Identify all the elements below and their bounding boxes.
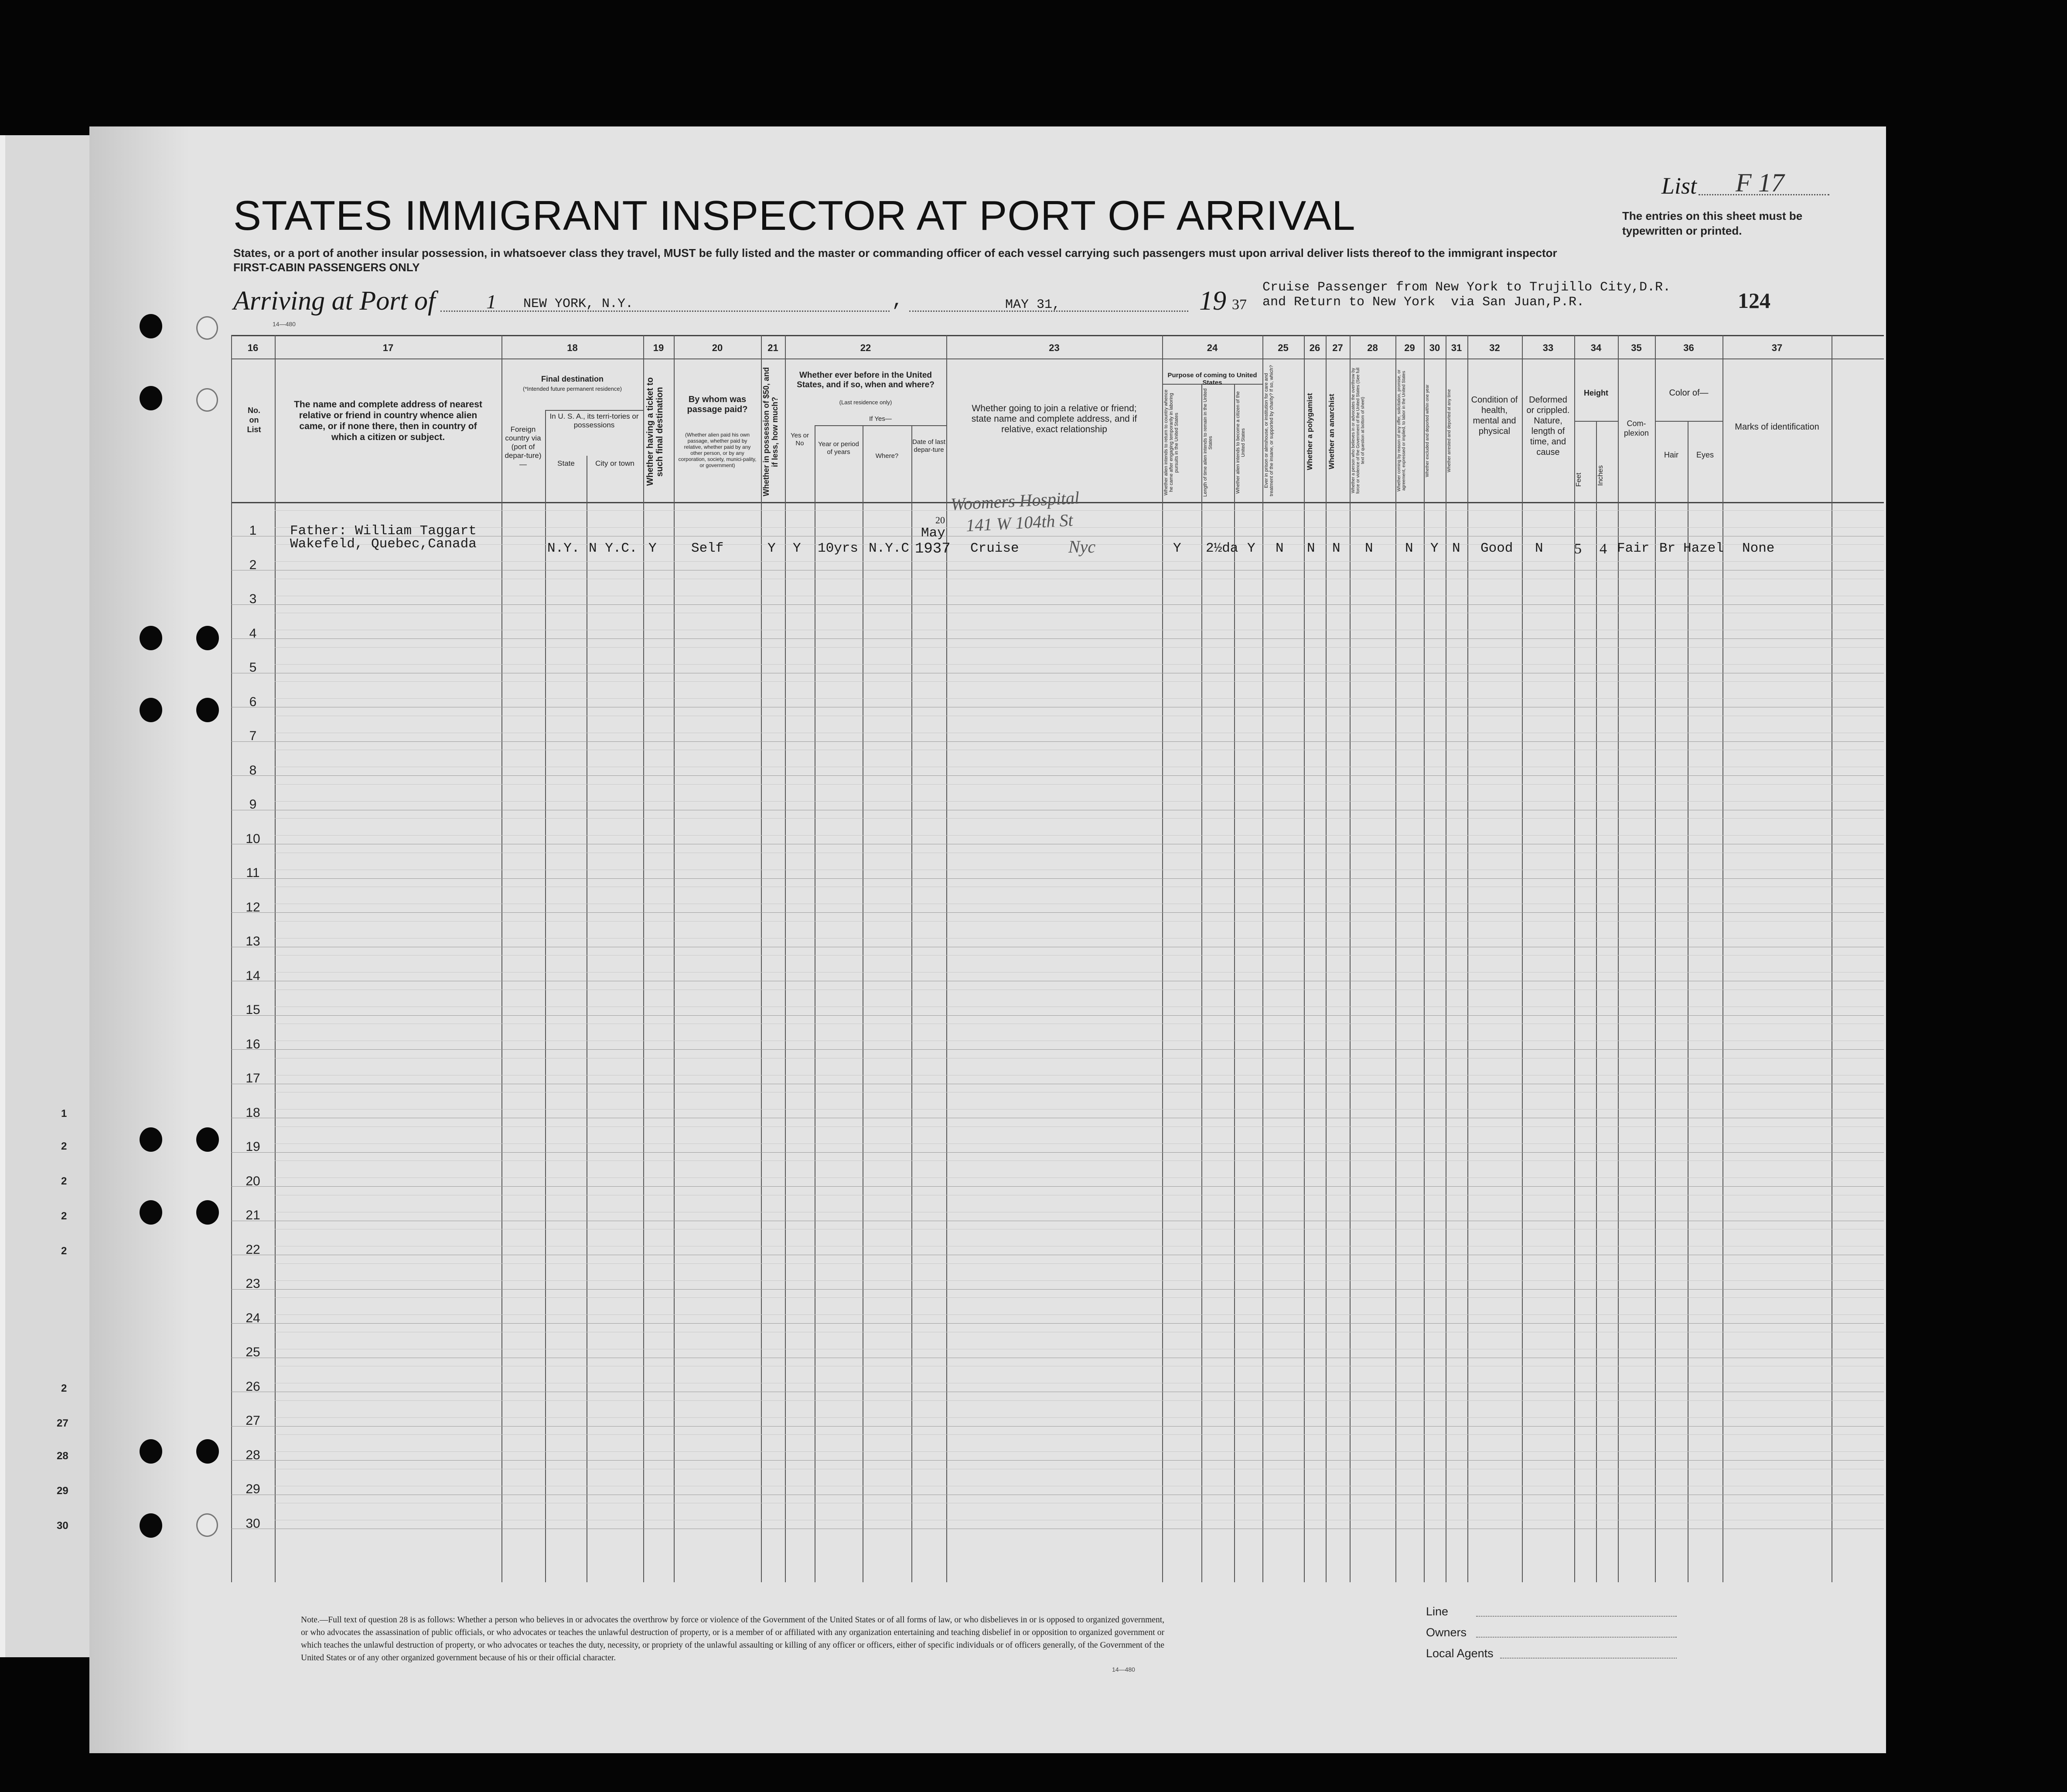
col22-yesno: Yes or No [791,432,809,447]
owners-label: Owners [1426,1626,1467,1639]
page-binding-shade [89,126,190,1753]
column-number-rule [231,358,1884,359]
ruled-line [275,784,1884,785]
column-divider [1350,335,1351,1582]
row-number: 2 [249,557,257,572]
col34-feet: Feet [1575,473,1583,487]
port-mark: 1 [486,290,496,313]
col31-header: Whether arrested and deported at any time [1447,389,1452,472]
ruled-line [275,681,1884,682]
col30-header: Whether excluded and deported within one year [1425,384,1430,477]
ruled-line [275,1263,1884,1264]
purpose-value: Y [1173,541,1181,556]
column-divider [1262,335,1263,1582]
row-number: 9 [249,797,257,812]
overthrow-value: N [1365,541,1373,556]
row-number: 30 [246,1516,260,1531]
binder-hole [140,1513,162,1538]
column-number: 35 [1631,342,1642,353]
row-number: 3 [249,592,257,606]
column-divider [275,335,276,1582]
col24-header: Purpose of coming to United States [1167,372,1257,386]
binder-hole [140,626,162,650]
row-number: 23 [246,1277,260,1291]
col34-inches: Inches [1597,465,1604,486]
handwritten-address-1: Woomers Hospital [950,488,1080,514]
footer-form-code: 14—480 [1112,1666,1135,1673]
ruled-line [275,1417,1884,1418]
question-28-note: Note.—Full text of question 28 is as follows: Whether a person who believes in or advocates the overthrow by force or violence of the Government of the United States or of all forms of law, or who disbelieves in or is opposed to organized government, or who advocates the assassination of public officials, or who advocates or teaches the unlawful destruction of property, or is a member of or affiliated with any organization entertaining and teaching disbelief in or opposition to organized government or which teaches the unlawful destruction of property, or who advocates or teaches the duty, necessity, or propriety of the unlawful assaulting or killing of any officer or officers, either of specific individuals or of officers generally, of the Government of the United States or of any other organized government because of his or their official character. [301,1615,1164,1662]
column-number: 25 [1278,342,1289,353]
header-subrule [1655,421,1722,422]
list-line [1699,194,1829,195]
column-divider [643,335,644,1582]
col25-header: Ever in prison or almshouse, or institution for care and treatment of the insane, or supported by charity? If so, which? [1264,365,1274,496]
excluded-value: Y [1430,541,1439,556]
ruled-line [275,1434,1884,1435]
row-number: 19 [246,1140,260,1154]
header-subrule [815,425,946,426]
arrested-value: N [1452,541,1460,556]
first-cabin-label: FIRST-CABIN PASSENGERS ONLY [233,261,420,274]
column-divider [1424,335,1425,1582]
col19-header: Whether having a ticket to such final destination [645,377,665,486]
column-number: 30 [1429,342,1440,353]
underpage-fragment: 2 [61,1210,67,1222]
binder-hole [196,1513,218,1537]
underpage-fragment: 2 [61,1382,67,1394]
col34-header: Height [1584,389,1608,397]
ticket-value: Y [648,541,657,556]
row-number: 14 [246,968,260,983]
page-edge [0,135,5,1657]
health-value: Good [1480,541,1513,556]
row-rule [231,741,1884,742]
row-number: 5 [249,660,257,675]
ruled-line [275,1280,1884,1281]
ruled-line [275,561,1884,562]
header-subrule [545,410,643,411]
column-number: 28 [1367,342,1378,353]
cruise-note-1: Cruise Passenger from New York to Trujillo City,D.R. [1262,280,1671,295]
col28-header: Whether a person who believes in or advocates the overthrow by force or violence of the Government of the United States (See full text of question at bottom of sheet) [1351,367,1365,494]
row-rule [231,1289,1884,1290]
column-number: 26 [1309,342,1320,353]
binder-hole [140,1439,162,1464]
joining-value: Cruise [970,541,1019,556]
row-number: 21 [246,1208,260,1222]
binder-hole [140,314,162,338]
col33-header: Deformed or crippled. Nature, length of time, and cause [1526,395,1570,457]
agents-field [1500,1658,1677,1659]
col36-hair: Hair [1664,451,1678,459]
col22-date: Date of last depar-ture [912,438,945,454]
binder-hole [140,1127,162,1152]
column-divider [1467,335,1468,1582]
row-rule [231,604,1884,605]
comma: , [892,290,904,312]
cruise-note-2: and Return to New York via San Juan,P.R. [1262,295,1585,310]
column-divider [1326,335,1327,1582]
column-divider [545,410,546,1582]
row-number: 1 [249,523,257,538]
column-number: 17 [382,342,394,353]
col36-eyes: Eyes [1696,451,1714,459]
ruled-line [275,647,1884,648]
row-rule [231,1323,1884,1324]
binder-hole [196,1200,219,1225]
row-number: 18 [246,1105,260,1120]
column-divider [501,335,502,1582]
column-divider [1618,335,1619,1582]
year-suffix: 37 [1232,297,1247,313]
column-number: 32 [1489,342,1500,353]
col18-foreign: Foreign country via (port of depar-ture)— [505,425,542,468]
col37-header: Marks of identification [1735,422,1819,432]
year-prefix: 19 [1199,286,1226,316]
money-value: Y [767,541,776,556]
port-line [440,311,890,312]
row-number: 22 [246,1242,260,1257]
column-number: 29 [1404,342,1415,353]
column-divider [761,335,762,1582]
col29-header: Whether coming by reason of any offer, solicitation, promise, or agreement, expressed or implied, to labor in the United States [1397,369,1406,492]
row-rule [231,1186,1884,1187]
deformed-value: N [1535,541,1543,556]
underpage-fragment: 30 [57,1520,68,1532]
column-number: 27 [1332,342,1343,353]
column-divider [1395,335,1396,1582]
ruled-line [275,818,1884,819]
page-title: STATES IMMIGRANT INSPECTOR AT PORT OF ARRIVAL [233,192,1356,239]
handwritten-address-2: 141 W 104th St [965,510,1074,536]
column-number: 19 [653,342,664,353]
col22-ifyes: If Yes— [869,415,892,423]
line-field [1476,1616,1677,1617]
col22-where: Where? [875,452,899,460]
height-inches: 4 [1600,541,1607,557]
row-number: 11 [246,866,260,880]
list-label: List [1661,173,1697,199]
column-number: 16 [247,342,259,353]
column-divider [1201,384,1202,1582]
binder-hole [196,316,218,340]
destination-city: N Y.C. [589,541,638,556]
polygamist-value: N [1307,541,1315,556]
underpage-fragment: 28 [57,1450,68,1462]
table-left-rule [231,335,232,1582]
complexion-value: Fair [1617,541,1650,556]
binder-hole [196,1439,219,1464]
length-of-stay: 2½da [1206,541,1238,556]
binder-hole [140,1200,162,1225]
identification-marks: None [1742,541,1775,556]
row-number: 20 [246,1174,260,1188]
owners-field [1476,1637,1677,1638]
col26-header: Whether a polygamist [1306,393,1314,471]
col22-year: Year or period of years [818,440,859,456]
row-rule [231,912,1884,913]
list-number: F 17 [1736,168,1784,197]
ruled-line [275,921,1884,922]
row-number: 16 [246,1037,260,1051]
header-subrule [1574,421,1618,422]
col20-header: By whom was passage paid? [687,395,748,414]
labor-offer-value: N [1405,541,1413,556]
row-number: 15 [246,1003,260,1017]
column-number: 36 [1683,342,1694,353]
ruled-line [275,938,1884,939]
years-in-us: 10yrs [818,541,859,556]
relative-name: Father: William Taggart [290,523,477,539]
ruled-line [275,510,1884,511]
arriving-label: Arriving at Port of [233,286,436,316]
row-rule [231,1460,1884,1461]
subtitle: States, or a port of another insular possession, in whatsoever class they travel, MUST be fully listed and the master or commanding officer of each vessel carrying such passengers must upon arrival deliver lists thereof to the immigrant inspector [233,246,1557,259]
sheet-number: 124 [1738,288,1770,313]
destination-state: N.Y. [547,541,580,556]
col21-header: Whether in possession of $50, and if less, how much? [762,367,779,497]
col17-header: The name and complete address of nearest relative or friend in country whence alien came, or if none there, then in country of which a citizen or subject. [294,399,482,442]
before-in-us: Y [793,541,801,556]
ruled-line [275,972,1884,973]
ruled-line [275,527,1884,528]
col18-city: City or town [595,459,634,468]
col16-header: No. on List [247,406,261,434]
column-number: 18 [567,342,578,353]
ruled-line [275,1451,1884,1452]
height-feet: 5 [1574,541,1582,557]
row-number: 4 [249,626,257,641]
col32-header: Condition of health, mental and physical [1471,395,1518,436]
line-label: Line [1426,1605,1449,1618]
col18-state: State [557,459,575,468]
col24-citizen: Whether alien intends to become a citizen of the United States [1235,391,1246,494]
binder-hole [140,386,162,410]
column-number: 23 [1049,342,1060,353]
column-number: 24 [1207,342,1218,353]
binder-hole [196,626,219,650]
col20-subheader: (Whether alien paid his own passage, whether paid by relative, whether paid by any other person, or by any corporation, society, munici-pality, or government) [678,432,757,468]
entries-note: The entries on this sheet must be typewritten or printed. [1622,209,1803,237]
column-number: 37 [1771,342,1783,353]
column-divider [911,425,912,1582]
departure-year: 1937 [915,541,951,557]
row-number: 27 [246,1413,260,1428]
departure-month: May [921,526,945,541]
column-divider [1162,335,1163,1582]
row-number: 28 [246,1447,260,1462]
where-in-us: N.Y.C [869,541,910,556]
underpage-fragment: 2 [61,1245,67,1257]
column-number: 21 [767,342,778,353]
underpage-fragment: 27 [57,1417,68,1429]
port-of-arrival: NEW YORK, N.Y. [523,297,634,311]
column-divider [1722,335,1723,1582]
ruled-line [275,1126,1884,1127]
ruled-line [275,1143,1884,1144]
row-rule [231,775,1884,776]
column-divider [946,335,947,1582]
ruled-line [275,801,1884,802]
col36-header: Color of— [1669,388,1709,398]
hair-color: Br [1659,541,1676,556]
column-number: 22 [860,342,871,353]
col18-header: Final destination [541,375,604,383]
passage-paid-by: Self [691,541,724,556]
row-number: 7 [249,729,257,743]
relative-address: Wakefeld, Quebec,Canada [290,536,477,552]
row-number: 8 [249,763,257,778]
local-agents-label: Local Agents [1426,1647,1494,1660]
column-number: 31 [1451,342,1462,353]
col18-usa: In U. S. A., its terri-tories or possessions [549,412,639,429]
column-divider [785,335,786,1582]
ruled-line [275,1314,1884,1315]
column-number: 34 [1590,342,1602,353]
ruled-line [275,664,1884,665]
col18-subheader: (*Intended future permanent residence) [523,386,622,392]
row-number: 25 [246,1345,260,1359]
ruled-line [275,1297,1884,1298]
underpage-fragment: 1 [61,1108,67,1120]
row-rule [231,1015,1884,1016]
column-number: 20 [712,342,723,353]
row-rule [231,1426,1884,1427]
col22-subheader: (Last residence only) [839,399,892,406]
row-rule [231,878,1884,879]
column-divider [1234,384,1235,1582]
departure-day: 20 [935,515,945,526]
column-divider [1574,335,1575,1582]
col24-length: Length of time alien intends to remain in the United States [1203,388,1213,497]
row-rule [231,1152,1884,1153]
row-rule [231,1049,1884,1050]
row-number: 6 [249,694,257,709]
binder-hole [196,388,218,412]
anarchist-value: N [1332,541,1340,556]
underpage-fragment: 29 [57,1485,68,1497]
column-divider [1304,335,1305,1582]
binder-hole [140,698,162,722]
col23-header: Whether going to join a relative or friend; state name and complete address, and if relative, exact relationship [971,403,1137,434]
form-code: 14—480 [273,321,296,328]
row-number: 10 [246,831,260,846]
col27-header: Whether an anarchist [1327,394,1336,470]
underpage-fragment: 2 [61,1140,67,1152]
underpage-fragment: 2 [61,1175,67,1187]
column-divider [674,335,675,1582]
ruled-line [275,1400,1884,1401]
ruled-line [275,698,1884,699]
eye-color: Hazel [1683,541,1724,556]
column-divider [1522,335,1523,1582]
row-number: 24 [246,1311,260,1325]
column-number: 33 [1542,342,1554,353]
prison-value: N [1276,541,1284,556]
column-divider [1655,335,1656,1582]
binder-hole [196,698,219,722]
arrival-date: MAY 31, [1005,297,1061,312]
col35-header: Com-plexion [1624,419,1649,437]
row-number: 12 [246,900,260,915]
col24-return: Whether alien intends to return to country whence he came after engaging temporarily in laboring pursuits in the United States [1163,389,1179,496]
row-number: 29 [246,1482,260,1496]
col22-header: Whether ever before in the United States, and if so, when and where? [797,371,935,389]
column-divider [1596,421,1597,1582]
row-number: 13 [246,934,260,949]
citizen-intent: Y [1247,541,1255,556]
ruled-line [275,835,1884,836]
ruled-line [275,955,1884,956]
handwritten-address-3: Nyc [1068,537,1096,556]
row-number: 17 [246,1071,260,1085]
row-number: 26 [246,1379,260,1394]
row-rule [231,638,1884,639]
binder-hole [196,1127,219,1152]
